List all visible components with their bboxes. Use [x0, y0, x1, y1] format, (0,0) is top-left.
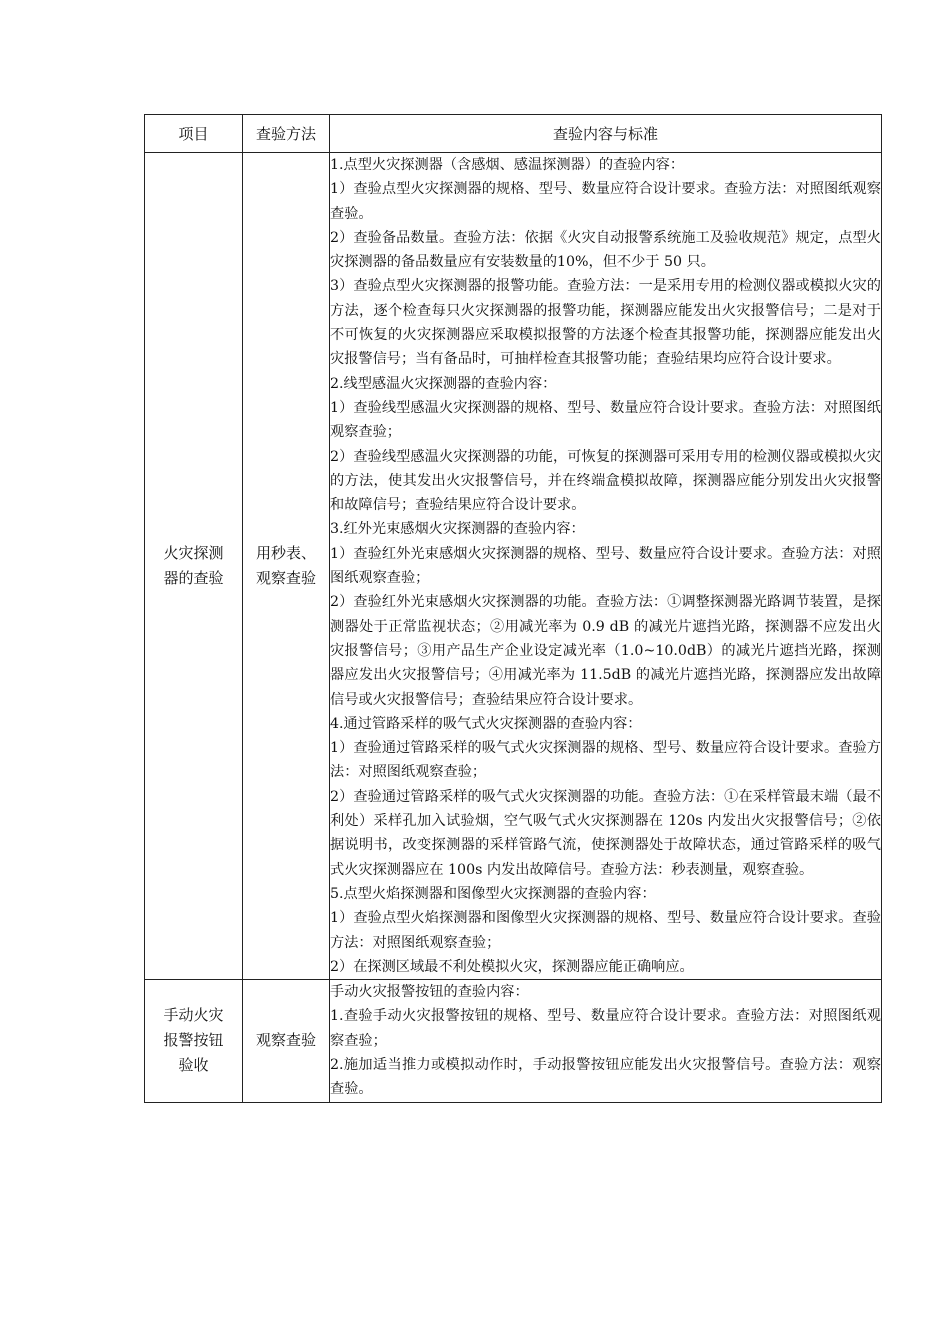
content-line: 1）查验线型感温火灾探测器的规格、型号、数量应符合设计要求。查验方法：对照图纸观察查验；: [330, 399, 881, 441]
table-row: [145, 153, 882, 980]
row-item-cell: [145, 980, 243, 1102]
header-method: 查验方法: [243, 115, 330, 153]
row-item-cell: [145, 153, 243, 980]
header-content: 查验内容与标准: [330, 115, 882, 153]
content-line: 2）查验线型感温火灾探测器的功能，可恢复的探测器可采用专用的检测仪器或模拟火灾的方法，使其发出火灾报警信号，并在终端盒模拟故障，探测器应能分别发出火灾报警和故障信号；查验结果应符合设计要求。: [330, 448, 881, 514]
table-row: [145, 980, 882, 1102]
content-line: 2.施加适当推力或模拟动作时，手动报警按钮应能发出火灾报警信号。查验方法：观察查验。: [330, 1056, 881, 1098]
row-method-cell: [243, 980, 330, 1102]
content-line: 2）查验通过管路采样的吸气式火灾探测器的功能。查验方法：①在采样管最末端（最不利处）采样孔加入试验烟，空气吸气式火灾探测器在 120s 内发出火灾报警信号；②依据说明书，改变探测器的采样管路气流，使探测器处于故障状态，通过管路采样的吸气式火灾探测器应在 100s 内发出故障信号。查验方法：秒表测量，观察查验。: [330, 788, 881, 878]
header-item: 项目: [145, 115, 243, 153]
content-line: 1）查验点型火灾探测器的规格、型号、数量应符合设计要求。查验方法：对照图纸观察查验。: [330, 181, 881, 222]
content-line: 1）查验通过管路采样的吸气式火灾探测器的规格、型号、数量应符合设计要求。查验方法：对照图纸观察查验；: [330, 740, 881, 781]
content-line: 2）查验备品数量。查验方法：依据《火灾自动报警系统施工及验收规范》规定，点型火灾探测器的备品数量应有安装数量的10%，但不少于 50 只。: [330, 229, 881, 271]
content-line: 4.通过管路采样的吸气式火灾探测器的查验内容：: [330, 715, 642, 732]
content-line: 2）在探测区域最不利处模拟火灾，探测器应能正确响应。: [330, 958, 694, 975]
content-line: 1）查验点型火焰探测器和图像型火灾探测器的规格、型号、数量应符合设计要求。查验方法：对照图纸观察查验；: [330, 910, 881, 951]
row-item-label: 火灾探测器的查验: [163, 544, 224, 588]
row-method-label: 用秒表、观察查验: [255, 544, 316, 588]
content-line: 1）查验红外光束感烟火灾探测器的规格、型号、数量应符合设计要求。查验方法：对照图纸观察查验；: [330, 545, 881, 587]
row-item-label: 手动火灾报警按钮验收: [163, 1006, 224, 1075]
content-line: 2.线型感温火灾探测器的查验内容：: [330, 375, 557, 392]
row-method-cell: [243, 153, 330, 980]
row-method-label: 观察查验: [255, 1031, 316, 1050]
table-header-row: [145, 115, 882, 153]
content-line: 1.点型火灾探测器（含感烟、感温探测器）的查验内容：: [330, 157, 685, 173]
inspection-table: [144, 114, 882, 1103]
content-line: 1.查验手动火灾报警按钮的规格、型号、数量应符合设计要求。查验方法：对照图纸观察查验；: [330, 1008, 881, 1049]
content-line: 2）查验红外光束感烟火灾探测器的功能。查验方法：①调整探测器光路调节装置，是探测器处于正常监视状态；②用减光率为 0.9 dB 的减光片遮挡光路，探测器不应发出火灾报警信号；③用产品生产企业设定减光率（1.0~10.0dB）的减光片遮挡光路，探测器应发出火灾报警信号；④用减光率为 11.5dB 的减光片遮挡光路，探测器应发出故障信号或火灾报警信号；查验结果应符合设计要求。: [330, 594, 881, 708]
row-content-cell: [330, 980, 882, 1102]
content-line: 3）查验点型火灾探测器的报警功能。查验方法：一是采用专用的检测仪器或模拟火灾的方法，逐个检查每只火灾探测器的报警功能，探测器应能发出火灾报警信号；二是对于不可恢复的火灾探测器应采取模拟报警的方法逐个检查其报警功能，探测器应能发出火灾报警信号；当有备品时，可抽样检查其报警功能；查验结果均应符合设计要求。: [330, 278, 881, 368]
content-line: 5.点型火焰探测器和图像型火灾探测器的查验内容：: [330, 885, 656, 902]
content-line: 手动火灾报警按钮的查验内容：: [330, 984, 529, 1001]
content-line: 3.红外光束感烟火灾探测器的查验内容：: [330, 521, 585, 538]
row-content-cell: [330, 153, 882, 980]
